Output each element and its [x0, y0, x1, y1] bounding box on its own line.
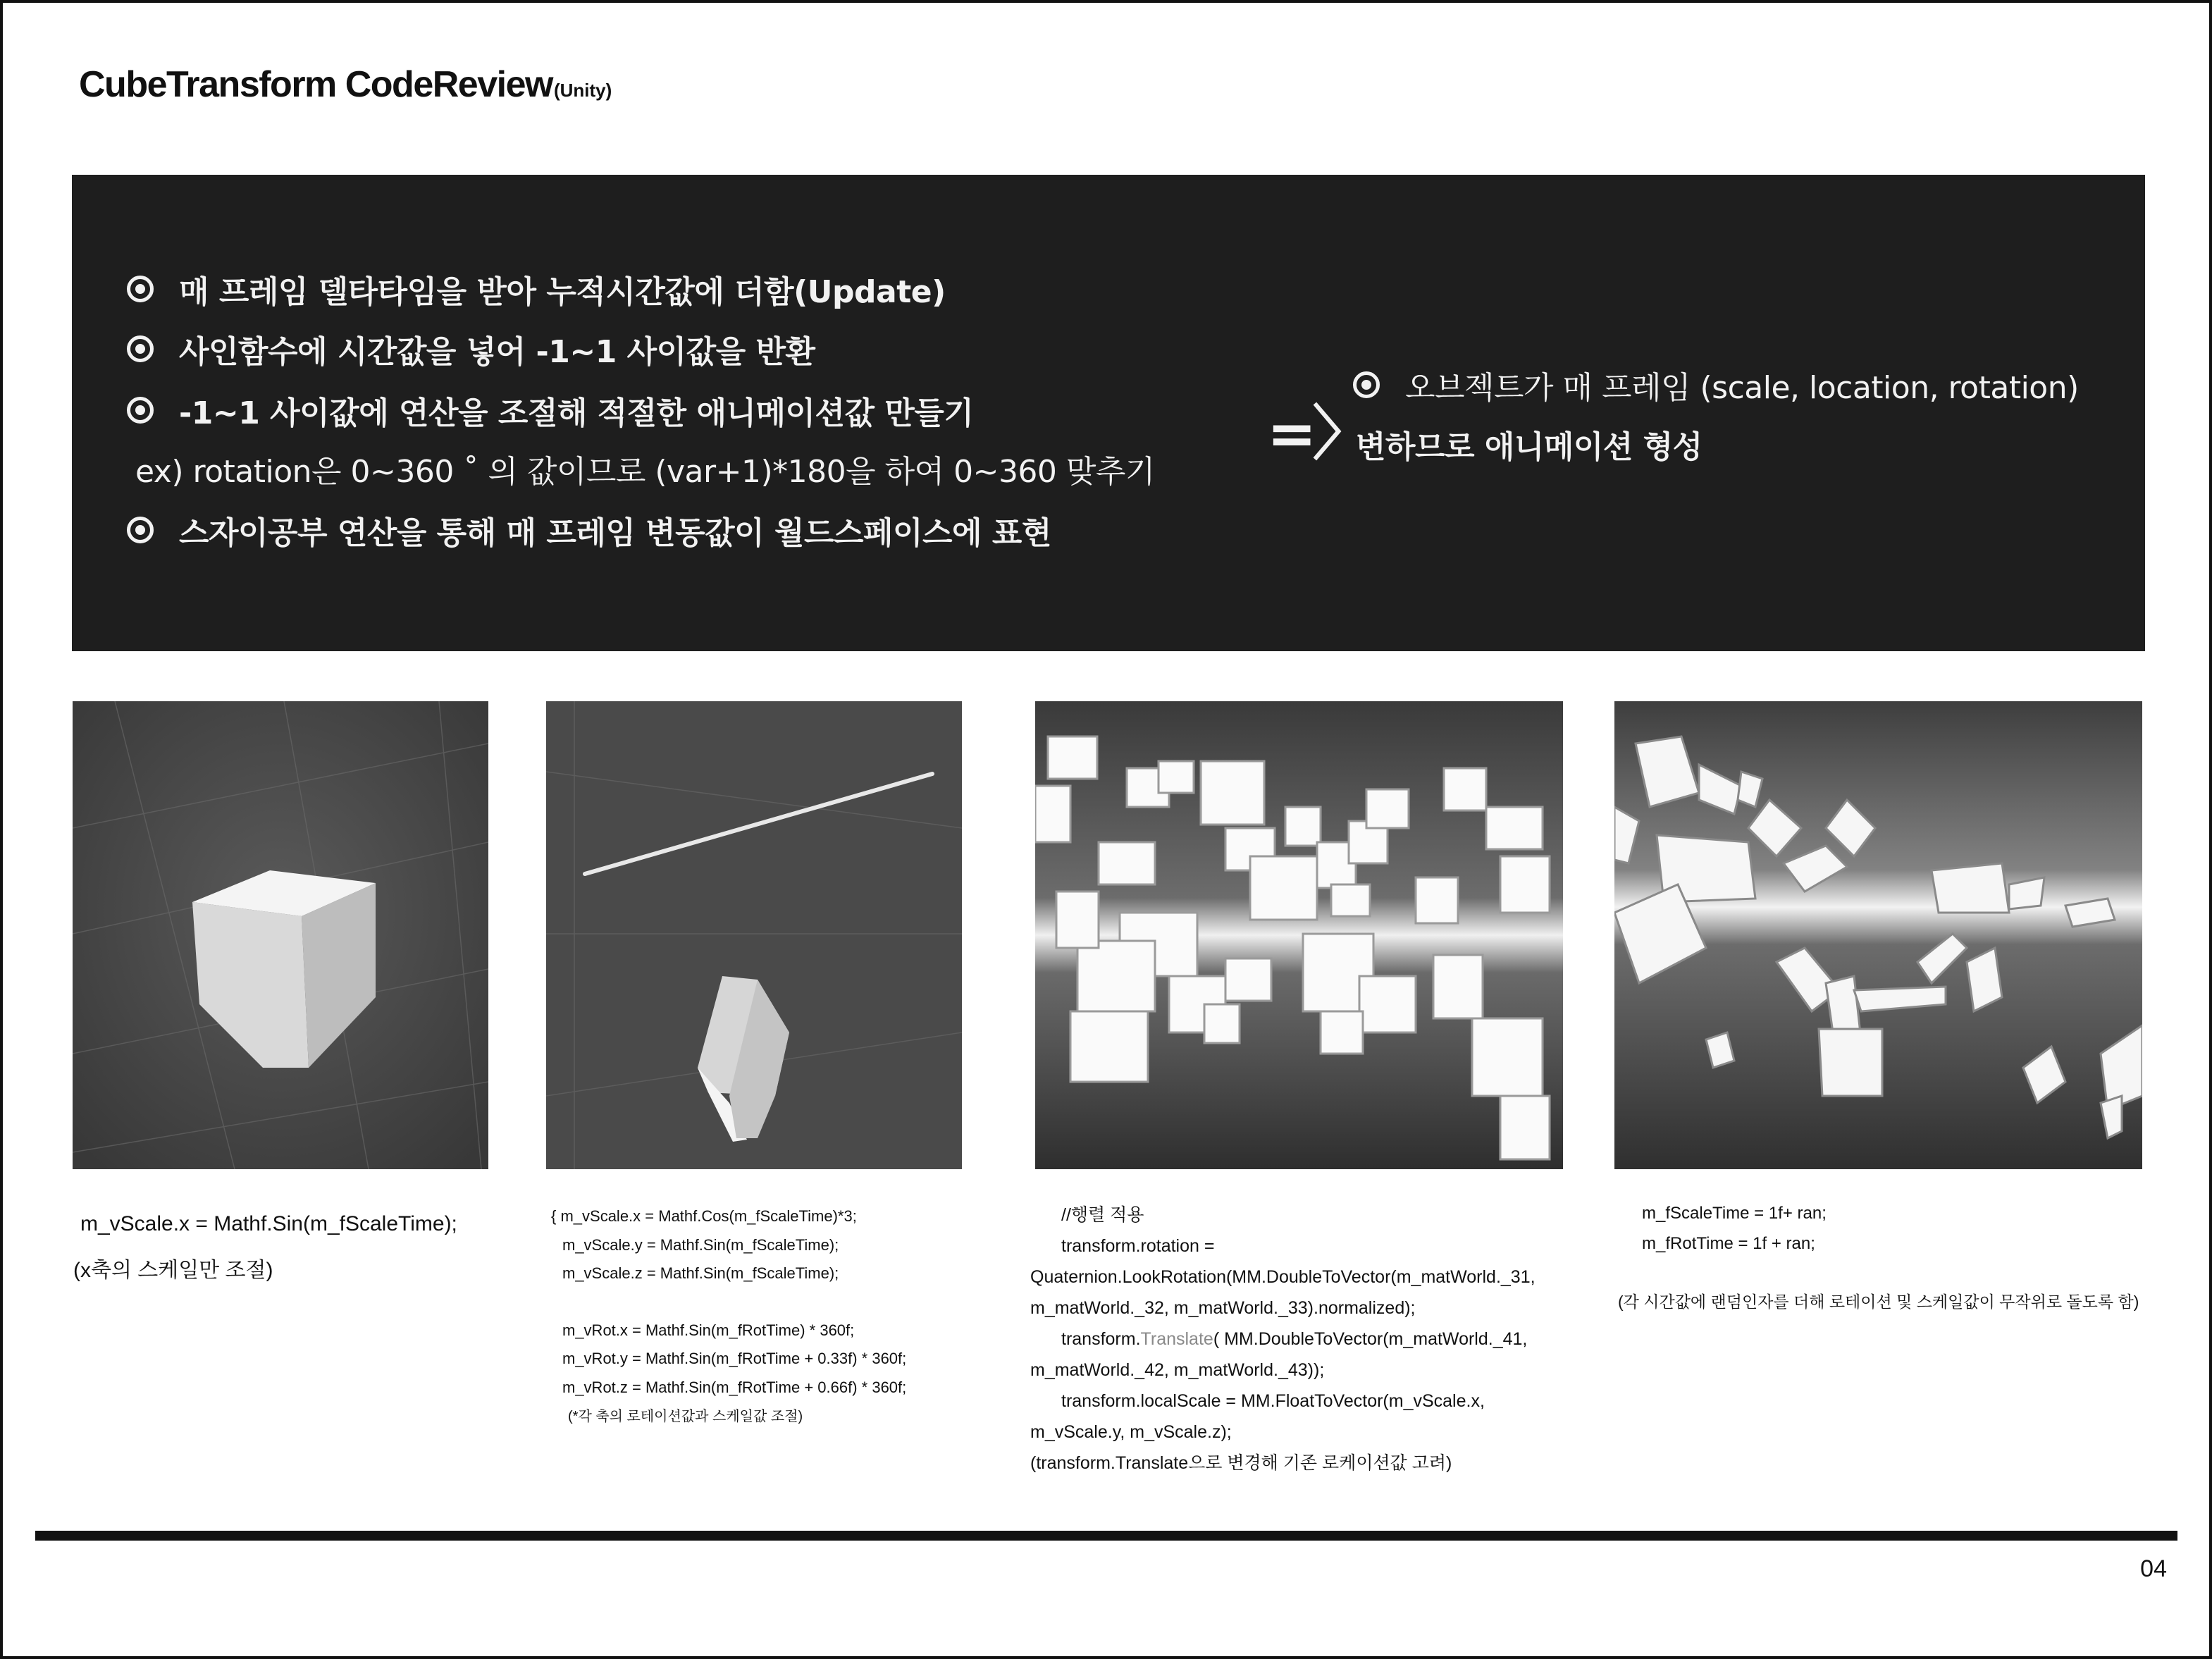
result-line-1: 오브젝트가 매 프레임 (scale, location, rotation) [1353, 362, 2079, 407]
title-sub: (Unity) [553, 80, 612, 101]
page-number: 04 [2140, 1555, 2167, 1582]
radio-bullet-icon [127, 397, 154, 424]
radio-bullet-icon [1353, 371, 1380, 398]
title-main: CubeTransform CodeReview [79, 64, 552, 105]
result-line-2: 변하므로 애니메이션 형성 [1356, 429, 1703, 465]
summary-bullet-3: -1~1 사이값에 연산을 조절해 적절한 애니메이션값 만들기 [127, 388, 973, 433]
screenshot-random-cubes [1614, 701, 2142, 1169]
screenshot-matrix-cubes [1035, 701, 1563, 1169]
summary-bullet-4: 스자이공부 연산을 통해 매 프레임 변동값이 월드스페이스에 표현 [127, 507, 1051, 553]
summary-bullet-1: 매 프레임 델타타임을 받아 누적시간값에 더함(Update) [127, 266, 946, 312]
caption-scale-only: m_vScale.x = Mathf.Sin(m_fScaleTime); (x축의 스케일만 조절) [73, 1212, 457, 1282]
arrow-icon: =〉 [1267, 399, 1368, 468]
screenshot-scale-cube [73, 701, 488, 1169]
caption-random: m_fScaleTime = 1f+ ran; m_fRotTime = 1f + ran; (각 시간값에 랜덤인자를 더해 로테이션 및 스케일값이 무작위로 돌도록 함) [1618, 1204, 2139, 1311]
page-title [79, 63, 612, 106]
radio-bullet-icon [127, 517, 154, 543]
summary-panel [72, 175, 2145, 651]
radio-bullet-icon [127, 276, 154, 302]
screenshot-rotation-cube [546, 701, 962, 1169]
footer-rule [35, 1531, 2177, 1541]
radio-bullet-icon [127, 335, 154, 362]
summary-bullet-2: 사인함수에 시간값을 넣어 -1~1 사이값을 반환 [127, 326, 815, 371]
summary-example: ex) rotation은 0~360 ˚ 의 값이므로 (var+1)*180을 하여 0~360 맞추기 [135, 454, 1155, 490]
caption-matrix: //행렬 적용 transform.rotation = Quaternion.LookRotation(MM.DoubleToVector(m_matWorld._31, m_matWorld._32, m_matWorld._33).normalized); transform.Translate( MM.DoubleToVector(m_matWorld._41, m_matWorld._42, m_matWorld._43)); transform.localScale = MM.FloatToVector(m_vScale.x, m_vScale.y, m_vScale.z); (transform.Translate으로 변경해 기존 로케이션값 고려) [1030, 1205, 1536, 1473]
caption-scale-rotation: { m_vScale.x = Mathf.Cos(m_fScaleTime)*3; m_vScale.y = Mathf.Sin(m_fScaleTime); m_vScale.z = Mathf.Sin(m_fScaleTime); m_vRot.x = Mathf.Sin(m_fRotTime) * 360f; m_vRot.y = Mathf.Sin(m_fRotTime + 0.33f) * 360f; m_vRot.z = Mathf.Sin(m_fRotTime + 0.66f) * 360f; (*각 축의 로테이션값과 스케일값 조절) [551, 1207, 907, 1424]
